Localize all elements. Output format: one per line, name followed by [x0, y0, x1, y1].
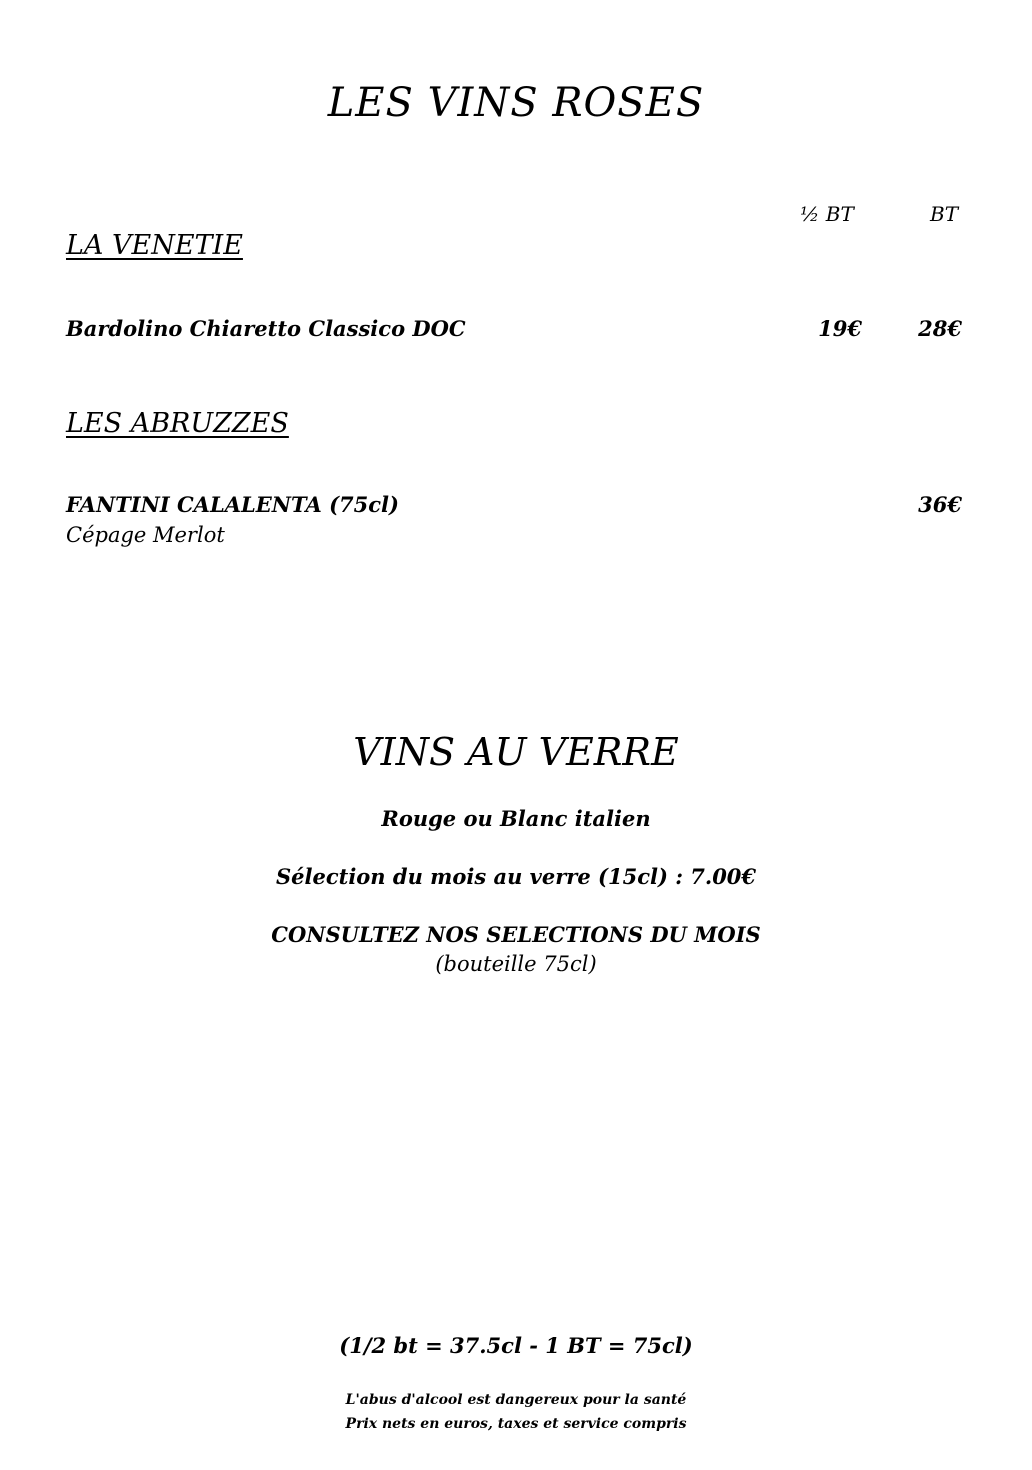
region-heading-venetie: LA VENETIE — [66, 230, 243, 261]
wine-detail: Cépage Merlot — [66, 523, 225, 547]
column-header-bottle: BT — [930, 202, 959, 226]
wine-name: Bardolino Chiaretto Classico DOC — [66, 316, 466, 341]
wine-price-half: 19€ — [818, 316, 862, 341]
price-note: Prix nets en euros, taxes et service compris — [345, 1416, 687, 1432]
column-header-half-bottle: ½ BT — [800, 202, 854, 226]
bottle-size-note: (1/2 bt = 37.5cl - 1 BT = 75cl) — [339, 1333, 693, 1358]
section-title-glass: VINS AU VERRE — [353, 730, 679, 774]
glass-line: Rouge ou Blanc italien — [381, 806, 651, 831]
wine-price-bottle: 28€ — [918, 316, 962, 341]
glass-line: Sélection du mois au verre (15cl) : 7.00€ — [275, 864, 757, 889]
wine-price-bottle: 36€ — [918, 492, 962, 517]
glass-line: CONSULTEZ NOS SELECTIONS DU MOIS — [271, 922, 761, 947]
region-heading-abruzzes: LES ABRUZZES — [66, 408, 289, 439]
alcohol-warning: L'abus d'alcool est dangereux pour la santé — [345, 1392, 687, 1408]
glass-line: (bouteille 75cl) — [435, 952, 597, 976]
wine-name: FANTINI CALALENTA (75cl) — [66, 492, 399, 517]
page-title: LES VINS ROSES — [327, 80, 705, 126]
